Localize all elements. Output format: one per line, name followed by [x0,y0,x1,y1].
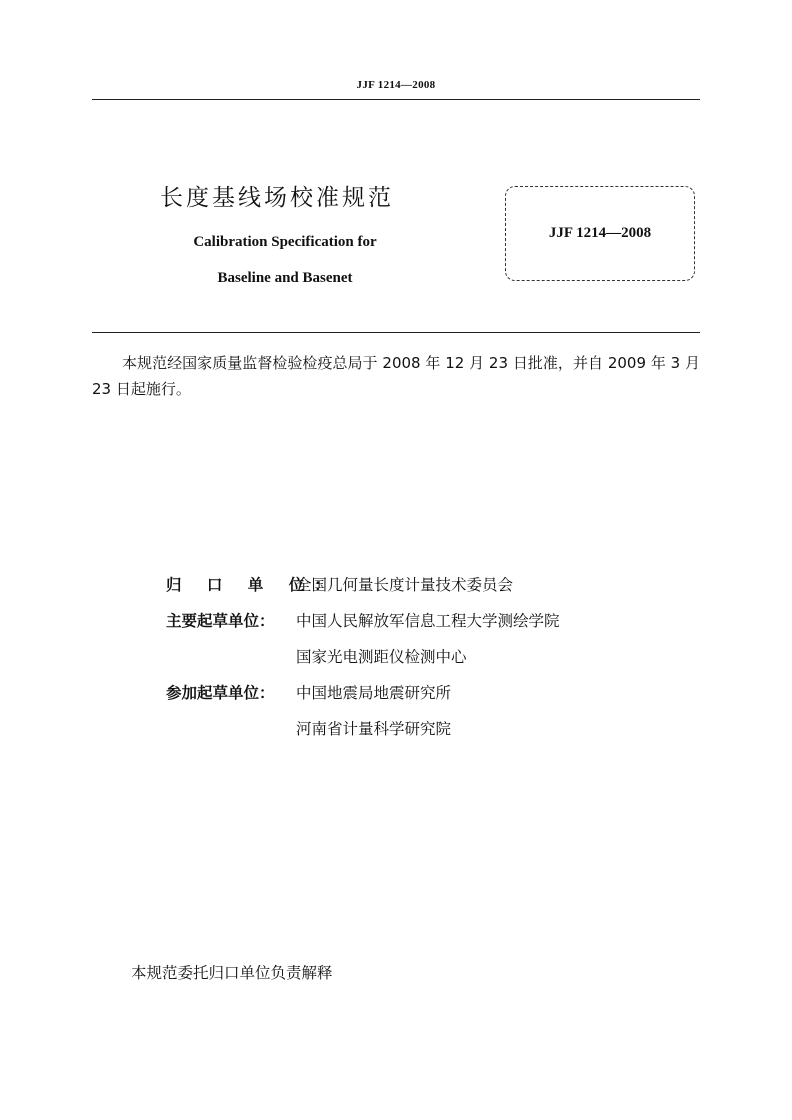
main-drafting-unit: 国家光电测距仪检测中心 [296,648,467,666]
header-standard-code: JJF 1214—2008 [356,79,436,91]
approval-statement: 本规范经国家质量监督检验检疫总局于 2008 年 12 月 23 日批准，并自 2009 年 3 月 23 日起施行。 [92,354,700,398]
participating-drafting-row-2 [166,717,726,753]
interpretation-note: 本规范委托归口单位负责解释 [131,964,333,982]
participating-drafting-unit: 河南省计量科学研究院 [296,720,452,738]
title-chinese: 长度基线场校准规范 [160,185,394,211]
drafting-organizations [166,573,726,753]
responsible-unit-row [166,573,726,609]
section-divider [92,332,700,333]
title-english-line1: Calibration Specification for [193,234,377,250]
main-drafting-row [166,609,726,645]
main-drafting-label: 主要起草单位： [166,612,275,630]
participating-drafting-unit: 中国地震局地震研究所 [296,684,452,702]
responsible-unit-value: 全国几何量长度计量技术委员会 [296,576,514,594]
participating-drafting-row [166,681,726,717]
title-english-line2: Baseline and Basenet [217,270,353,286]
responsible-unit-label: 归 口 单 位： [166,576,340,594]
header-divider [92,99,700,100]
standard-code-boxed: JJF 1214—2008 [548,225,652,241]
participating-drafting-label: 参加起草单位： [166,684,275,702]
main-drafting-row-2 [166,645,726,681]
main-drafting-unit: 中国人民解放军信息工程大学测绘学院 [296,612,560,630]
